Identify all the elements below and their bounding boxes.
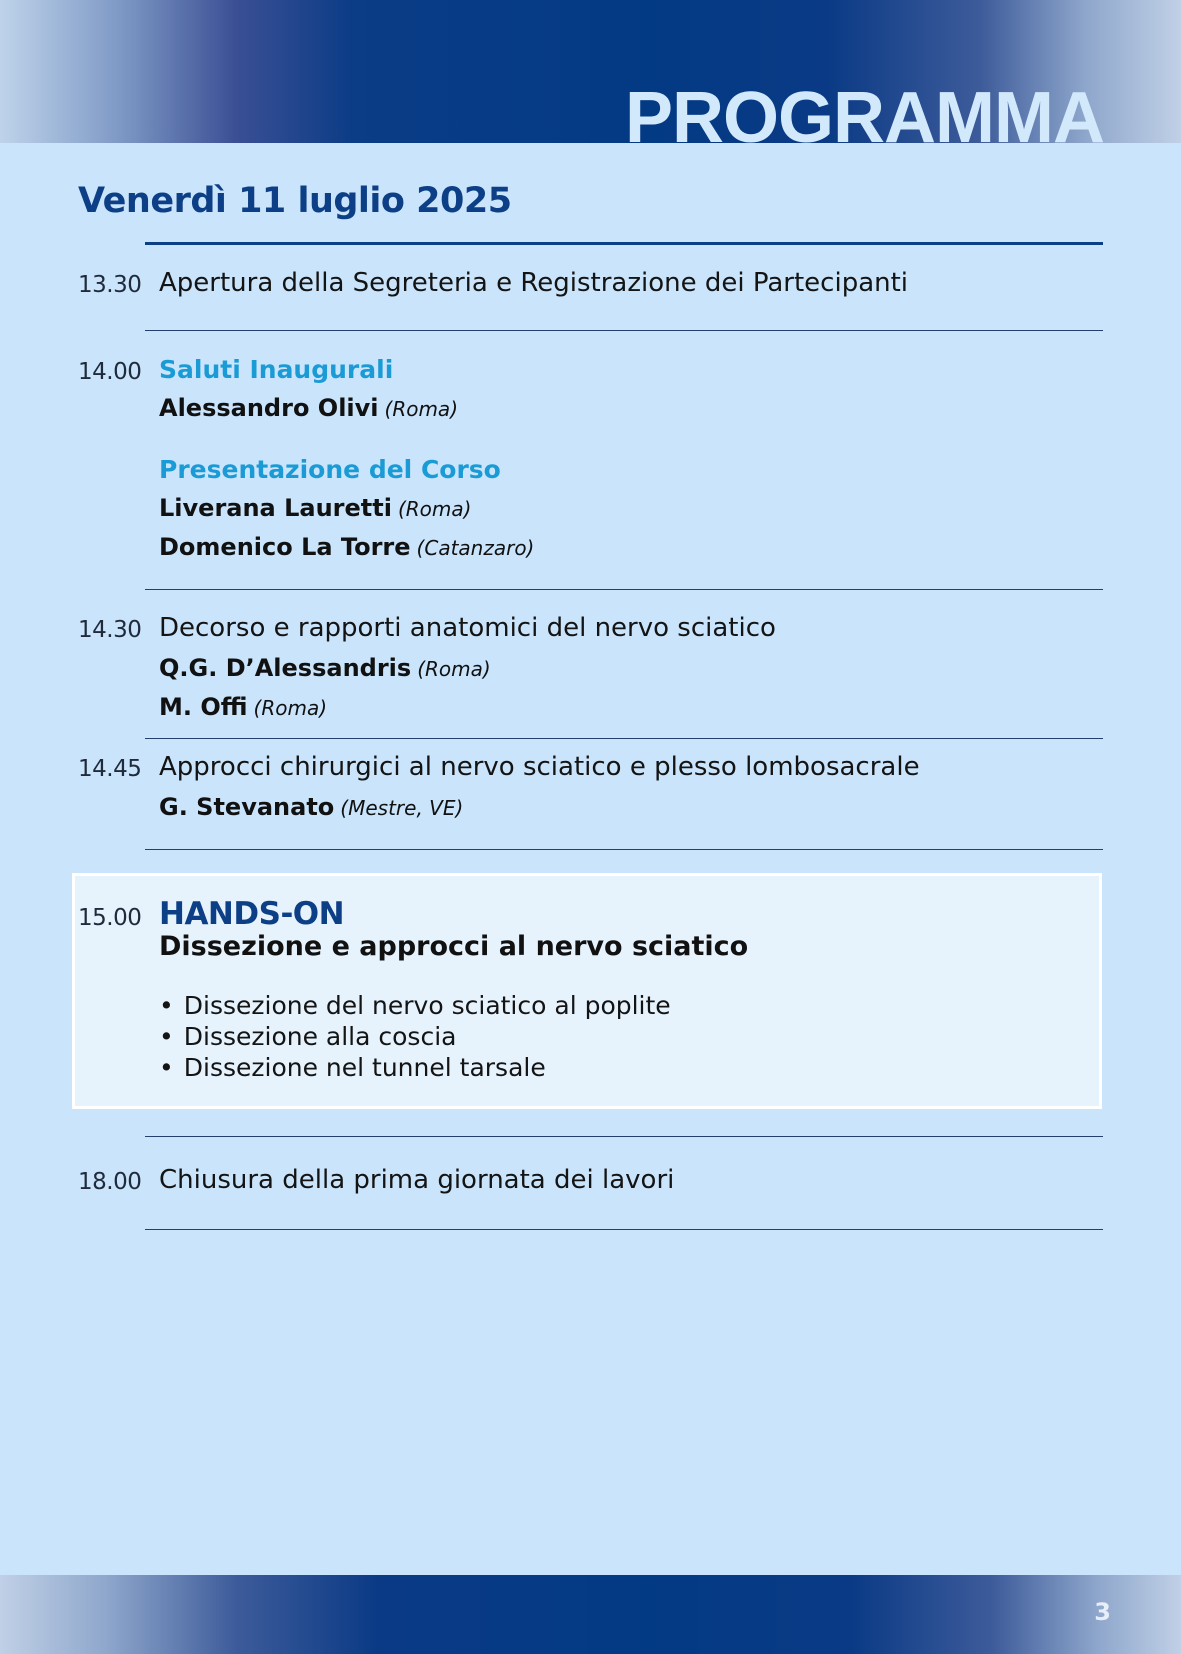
divider [145, 242, 1103, 245]
list-item: • Dissezione nel tunnel tarsale [159, 1052, 671, 1083]
speaker-name: Alessandro Olivi [159, 394, 379, 422]
speaker [159, 493, 471, 523]
session-title: Presentazione del Corso [159, 455, 501, 484]
page-title: PROGRAMMA [625, 78, 1104, 143]
page-number: 3 [1094, 1598, 1111, 1626]
time-label: 15.00 [78, 905, 142, 931]
divider [145, 849, 1103, 850]
session-title: Saluti Inaugurali [159, 355, 394, 384]
speaker-city: (Roma) [397, 497, 472, 521]
speaker [159, 532, 534, 562]
hands-on-subtitle: Dissezione e approcci al nervo sciatico [159, 931, 749, 962]
speaker-city: (Mestre, VE) [340, 796, 464, 820]
speaker-city: (Roma) [384, 397, 458, 421]
speaker [159, 792, 463, 822]
hands-on-title: HANDS-ON [159, 896, 345, 932]
agenda-item-text: Decorso e rapporti anatomici del nervo sciatico [159, 613, 776, 643]
speaker-city: (Roma) [253, 696, 328, 720]
agenda-item-text: Chiusura della prima giornata dei lavori [159, 1165, 675, 1195]
divider [145, 738, 1103, 739]
speaker-name: Q.G. D’Alessandris [159, 654, 412, 682]
speaker [159, 692, 327, 722]
speaker [159, 653, 491, 683]
speaker [159, 393, 458, 423]
time-label: 18.00 [78, 1169, 142, 1195]
header-band [0, 0, 1181, 143]
speaker-name: M. Offi [159, 693, 248, 721]
list-item: • Dissezione del nervo sciatico al poplite [159, 990, 671, 1021]
bullet-list [159, 990, 671, 1083]
speaker-city: (Roma) [417, 657, 491, 681]
time-label: 13.30 [78, 272, 142, 298]
time-label: 14.00 [78, 359, 142, 385]
speaker-name: G. Stevanato [159, 793, 335, 821]
time-label: 14.30 [78, 617, 142, 643]
agenda-item-text: Approcci chirurgici al nervo sciatico e plesso lombosacrale [159, 752, 920, 782]
speaker-name: Liverana Lauretti [159, 494, 392, 522]
time-label: 14.45 [78, 756, 142, 782]
speaker-city: (Catanzaro) [416, 536, 535, 560]
list-item: • Dissezione alla coscia [159, 1021, 671, 1052]
day-title: Venerdì 11 luglio 2025 [78, 181, 512, 221]
divider [145, 1136, 1103, 1137]
footer-band [0, 1575, 1181, 1654]
agenda-item-text: Apertura della Segreteria e Registrazione dei Partecipanti [159, 268, 909, 298]
divider [145, 589, 1103, 590]
speaker-name: Domenico La Torre [159, 533, 411, 561]
divider [145, 330, 1103, 331]
divider [145, 1229, 1103, 1230]
